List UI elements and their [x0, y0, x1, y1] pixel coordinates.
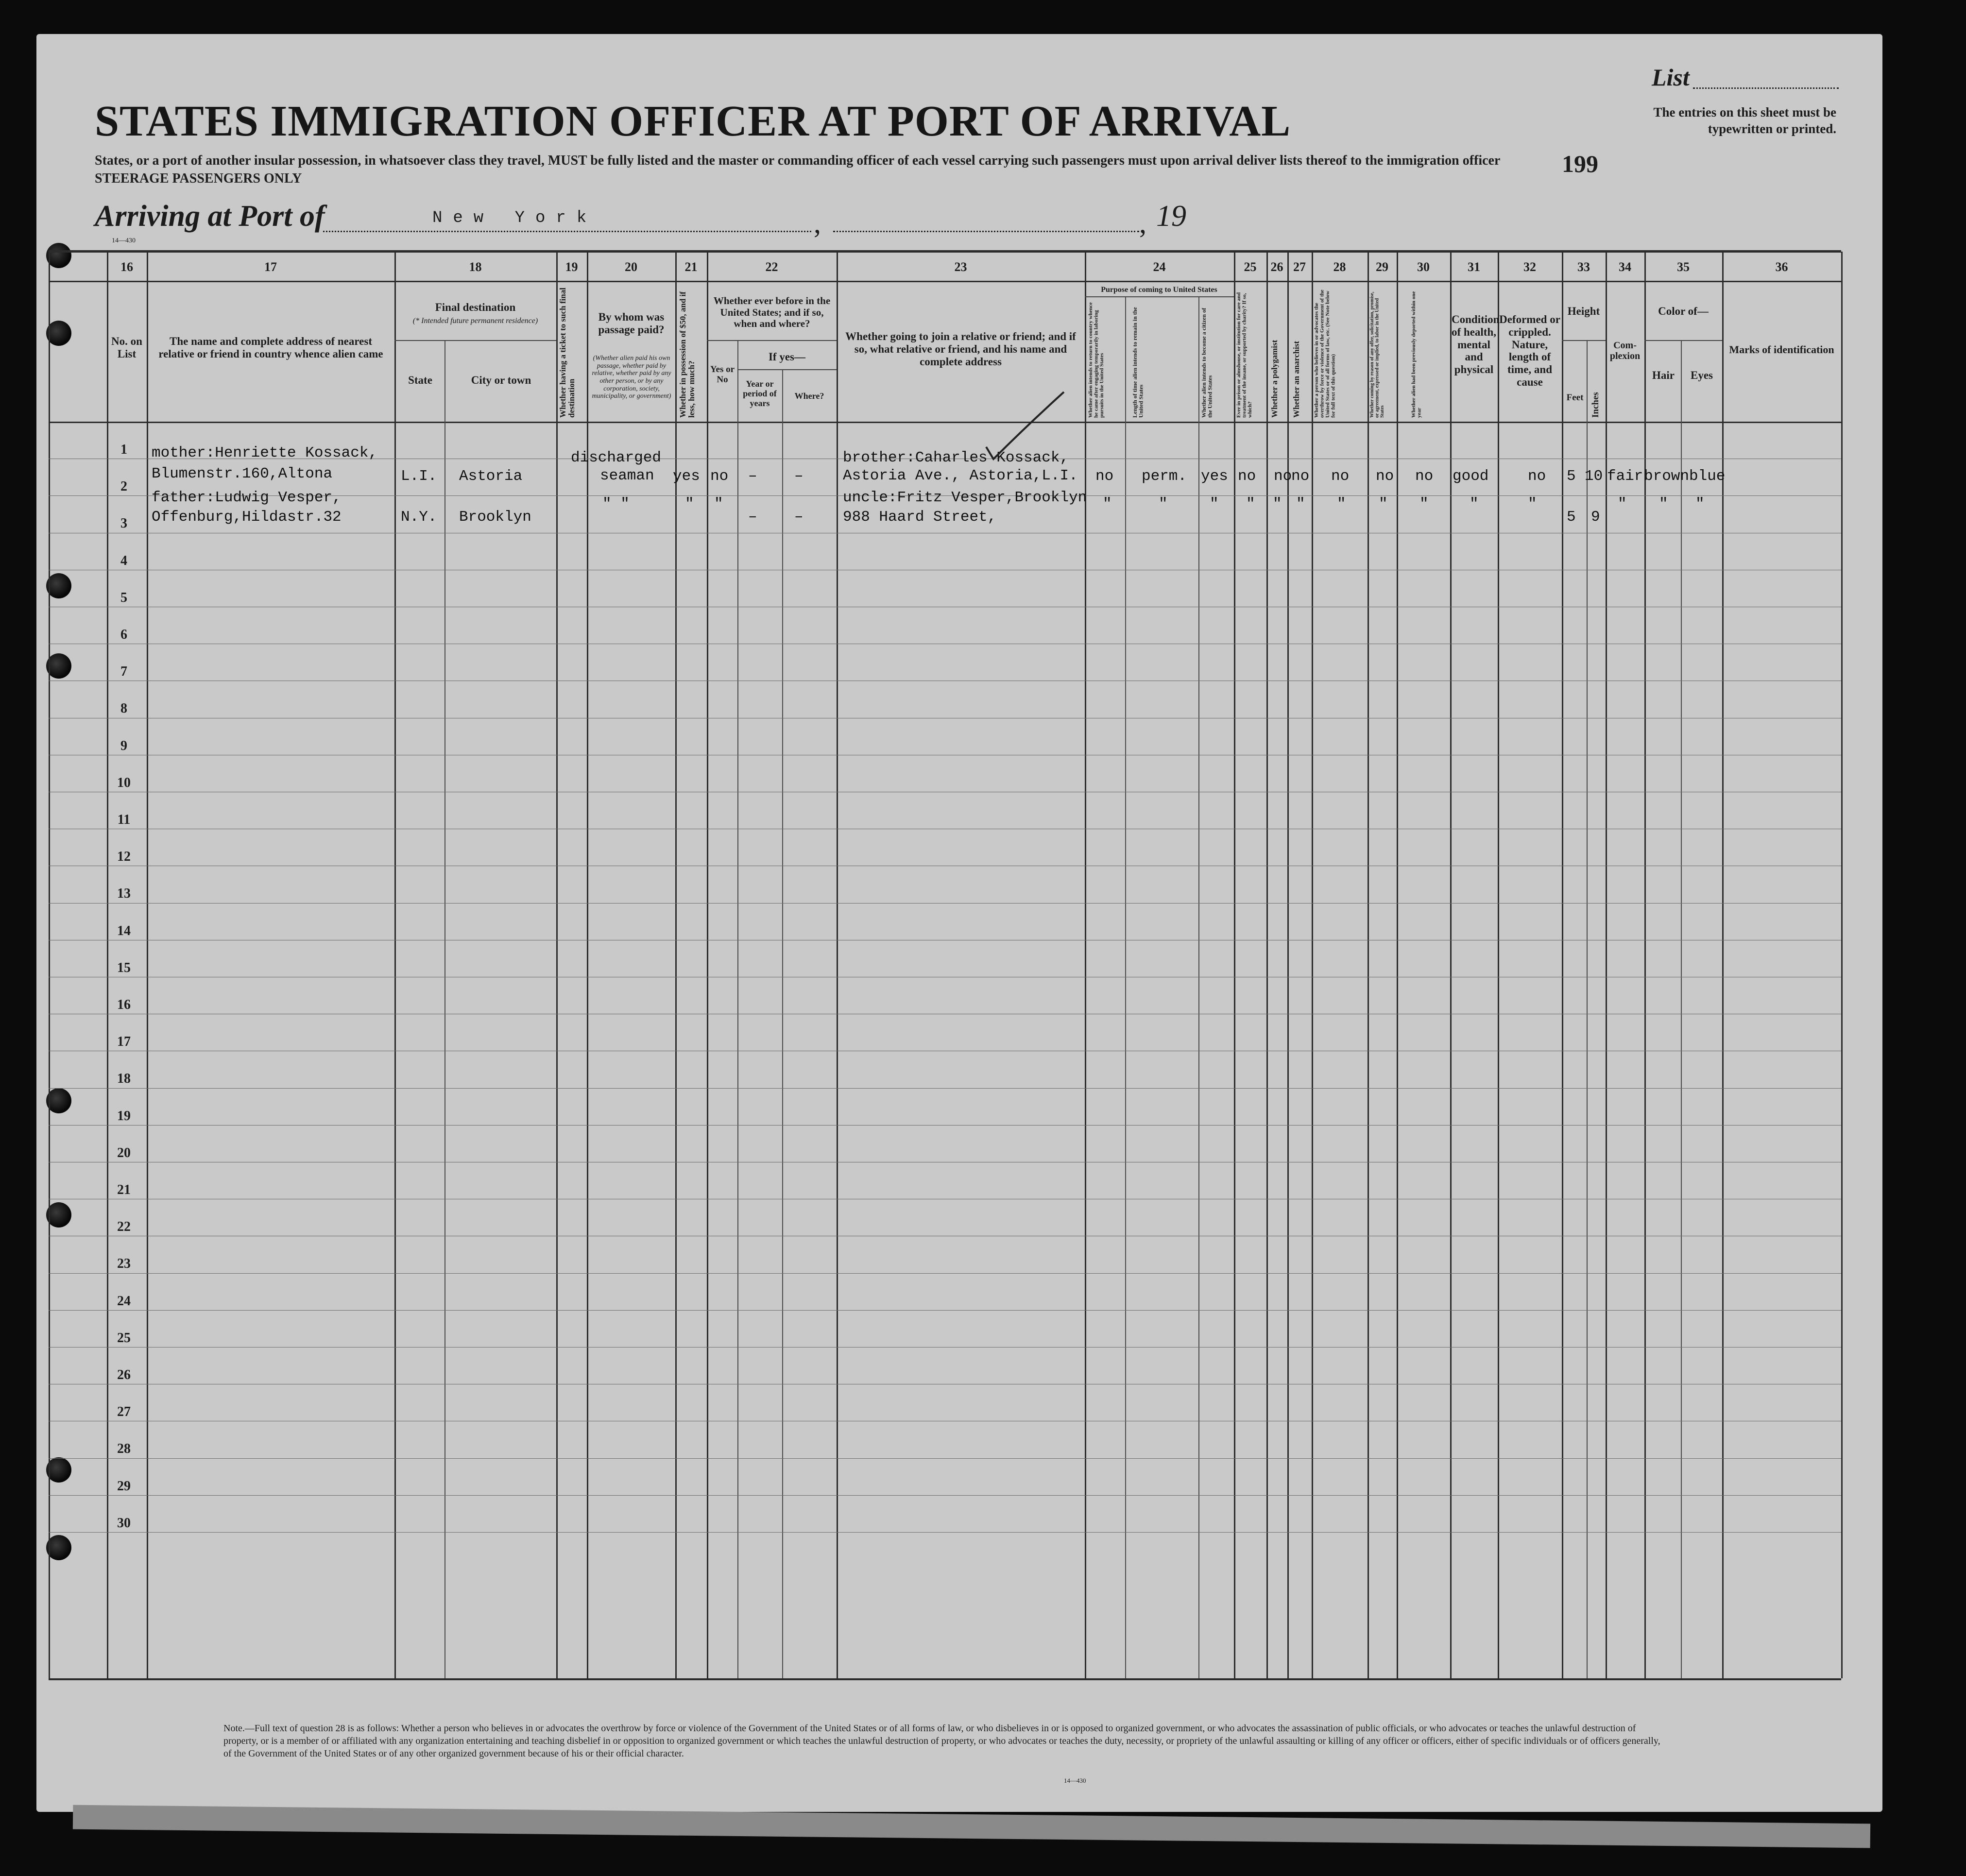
- column-number: 29: [1376, 260, 1388, 274]
- joining-line1: uncle:Fritz Vesper,Brooklyn: [843, 489, 1087, 506]
- column-rule: [1312, 252, 1313, 1678]
- column-number: 32: [1523, 260, 1536, 274]
- row-number: 20: [117, 1145, 131, 1160]
- height-feet: 5: [1567, 468, 1576, 485]
- header-bottom-rule: [49, 422, 1841, 423]
- anarchist: no: [1291, 468, 1310, 485]
- health: good: [1453, 468, 1489, 485]
- header-top-rule: [49, 250, 1841, 253]
- deformed: ": [1528, 495, 1537, 512]
- header-eyes: Eyes: [1691, 369, 1713, 381]
- row-number: 18: [117, 1071, 131, 1087]
- row-number: 21: [117, 1182, 131, 1197]
- polygamist: no: [1274, 468, 1292, 485]
- overthrow: ": [1337, 495, 1346, 512]
- column-number: 18: [469, 260, 482, 274]
- column-rule: [394, 252, 396, 1678]
- complexion: fair: [1607, 468, 1643, 485]
- row-number: 4: [120, 553, 127, 568]
- column-rule: [1287, 252, 1289, 1678]
- column-number: 17: [264, 260, 277, 274]
- header-city-or-town: City or town: [471, 374, 531, 386]
- column-rule: [1266, 252, 1268, 1678]
- subheader-rule: [1085, 296, 1234, 297]
- list-number-field[interactable]: [1693, 87, 1839, 89]
- length-of-stay: perm.: [1142, 468, 1187, 485]
- column-number: 22: [765, 260, 778, 274]
- header-final-destination-note: (* Intended future permanent residence): [412, 317, 538, 325]
- footer-form-code: 14—430: [1064, 1777, 1086, 1784]
- citizen: yes: [1201, 468, 1228, 485]
- header-ever-before: Whether ever before in the United States; and if so, when and where?: [713, 295, 831, 330]
- row-number: 23: [117, 1256, 131, 1272]
- column-number: 33: [1577, 260, 1590, 274]
- header-labor-contract: Whether coming by reason of any offer, solicitation, promise, or agreement, expressed or implied, to labor in the United States: [1369, 291, 1385, 418]
- header-fifty-dollars: Whether in possession of $50, and if less, how much?: [678, 291, 696, 418]
- column-rule: [1644, 252, 1646, 1678]
- column-number: 16: [120, 260, 133, 274]
- joining-line1: brother:Caharles Kossack,: [843, 449, 1069, 466]
- column-number: 27: [1293, 260, 1306, 274]
- relative-line2: Blumenstr.160,Altona: [152, 465, 333, 482]
- return-intent: no: [1095, 468, 1114, 485]
- header-overthrow: Whether a person who believes in or advocates the overthrow by force or violence of the Government of the United States or of all forms of law, etc. (See Note below for full text of this question): [1314, 290, 1336, 418]
- column-rule: [1125, 296, 1126, 1678]
- polygamist: ": [1273, 495, 1282, 512]
- deported: no: [1415, 468, 1434, 485]
- column-rule: [1368, 252, 1369, 1678]
- row-rule: [49, 1125, 1841, 1126]
- header-deported: Whether alien had been previously deported within one year: [1411, 291, 1422, 418]
- column-rule: [1562, 252, 1563, 1678]
- subheader-rule: [1644, 340, 1722, 341]
- column-rule: [1198, 296, 1199, 1678]
- form-code: 14—430: [112, 237, 136, 244]
- money: ": [685, 495, 694, 512]
- state: N.Y.: [401, 509, 437, 526]
- column-rule: [707, 252, 708, 1678]
- row-number: 11: [117, 812, 131, 827]
- header-length-of-stay: Length of time alien intends to remain in the United States: [1131, 307, 1145, 418]
- header-feet: Feet: [1566, 392, 1584, 403]
- row-number: 13: [117, 886, 131, 902]
- before-yes-no: ": [714, 495, 723, 512]
- header-return-intent: Whether alien intends to return to country whence he came after engaging temporarily in laboring pursuits in the United States: [1088, 302, 1105, 418]
- row-number: 2: [120, 479, 127, 495]
- header-passage-paid: By whom was passage paid?: [598, 311, 665, 336]
- header-if-yes: If yes—: [768, 351, 806, 363]
- row-rule: [49, 1273, 1841, 1274]
- deported: ": [1419, 495, 1429, 512]
- header-passage-note: (Whether alien paid his own passage, whether paid by relative, whether paid by any other person, or by any corporation, society, municipality, or government): [592, 355, 671, 400]
- city: Brooklyn: [459, 509, 531, 526]
- row-number: 26: [117, 1367, 131, 1382]
- sheet-number: 199: [1562, 150, 1598, 177]
- column-number: 34: [1619, 260, 1631, 274]
- arriving-label: Arriving at Port of: [95, 200, 325, 233]
- passage-line2: seaman: [600, 467, 654, 484]
- port-field[interactable]: [323, 231, 811, 232]
- column-number: 30: [1417, 260, 1430, 274]
- column-number: 20: [625, 260, 637, 274]
- column-number: 24: [1153, 260, 1166, 274]
- height-feet: 5: [1567, 509, 1576, 526]
- list-label: List: [1652, 64, 1690, 91]
- header-where: Where?: [794, 391, 824, 401]
- column-rule: [1085, 252, 1086, 1678]
- column-number: 25: [1244, 260, 1257, 274]
- header-final-destination: Final destination: [435, 301, 516, 313]
- column-rule: [1397, 252, 1398, 1678]
- column-number: 21: [684, 260, 698, 274]
- anarchist: ": [1296, 495, 1305, 512]
- before-where: –: [794, 468, 803, 485]
- row-number: 10: [117, 775, 131, 790]
- header-marks: Marks of identification: [1729, 343, 1834, 356]
- steerage-label: STEERAGE PASSENGERS ONLY: [95, 171, 302, 186]
- length-of-stay: ": [1159, 495, 1168, 512]
- city: Astoria: [459, 468, 523, 485]
- header-height: Height: [1567, 305, 1600, 317]
- table-bottom-rule: [49, 1678, 1841, 1680]
- row-number: 27: [117, 1404, 131, 1420]
- state: L.I.: [401, 468, 437, 485]
- header-ticket: Whether having a ticket to such final destination: [558, 288, 576, 418]
- header-deformed: Deformed or crippled. Nature, length of time, and cause: [1499, 313, 1560, 388]
- row-number: 9: [120, 738, 127, 753]
- row-number: 24: [117, 1293, 131, 1309]
- header-color-of: Color of—: [1658, 305, 1709, 317]
- row-rule: [49, 1532, 1841, 1533]
- header-complexion: Com-plexion: [1609, 340, 1641, 362]
- row-number: 8: [120, 701, 127, 716]
- header-health: Condition of health, mental and physical: [1452, 313, 1500, 375]
- eyes: ": [1695, 495, 1705, 512]
- relative-line1: mother:Henriette Kossack,: [152, 444, 378, 461]
- before-where: –: [794, 509, 803, 526]
- prison: no: [1238, 468, 1256, 485]
- row-rule: [49, 1458, 1841, 1459]
- port-value: New York: [432, 209, 598, 227]
- column-number: 31: [1468, 260, 1480, 274]
- row-number: 25: [117, 1330, 131, 1346]
- row-number: 6: [120, 627, 127, 642]
- column-rule: [1606, 252, 1607, 1678]
- height-inches: 9: [1591, 509, 1600, 526]
- health: ": [1470, 495, 1479, 512]
- row-number: 22: [117, 1219, 131, 1235]
- row-number: 19: [117, 1108, 131, 1124]
- typing-note: The entries on this sheet must be typewritten or printed.: [1653, 105, 1836, 136]
- header-nearest-relative: The name and complete address of nearest relative or friend in country whence alien came: [158, 335, 383, 360]
- row-number: 29: [117, 1478, 131, 1494]
- column-rule: [556, 252, 558, 1678]
- citizen: ": [1210, 495, 1219, 512]
- header-state: State: [408, 374, 432, 386]
- header-prison: Ever in prison or almshouse, or institution for care and treatment of the insane, or supported by charity? If so, which?: [1236, 292, 1253, 418]
- hair: brown: [1644, 468, 1690, 485]
- money: yes: [673, 468, 700, 485]
- date-field[interactable]: [833, 231, 1139, 232]
- header-joining-relative: Whether going to join a relative or friend; and if so, what relative or friend, and his name and complete address: [845, 330, 1076, 368]
- column-number: 23: [954, 260, 967, 274]
- row-number: 1: [120, 442, 127, 457]
- column-rule: [49, 252, 50, 1678]
- column-rule: [1450, 252, 1452, 1678]
- subheader-rule: [394, 340, 556, 341]
- row-number: 3: [120, 516, 127, 531]
- column-rule: [444, 340, 445, 1678]
- joining-line2: 988 Haard Street,: [843, 509, 997, 526]
- column-rule: [1498, 252, 1499, 1678]
- header-no-on-list: No. on List: [111, 335, 142, 360]
- row-number: 14: [117, 923, 131, 938]
- height-inches: 10: [1585, 468, 1603, 485]
- subheader-rule: [1562, 340, 1606, 341]
- column-rule: [1722, 252, 1724, 1678]
- row-number: 28: [117, 1441, 131, 1457]
- column-number: 35: [1677, 260, 1690, 274]
- column-number: 26: [1270, 260, 1283, 274]
- row-number: 15: [117, 960, 131, 975]
- row-number: 12: [117, 849, 131, 865]
- row-number: 30: [117, 1515, 131, 1531]
- relative-line2: Offenburg,Hildastr.32: [152, 509, 342, 526]
- deformed: no: [1528, 468, 1546, 485]
- relative-line1: father:Ludwig Vesper,: [152, 489, 342, 506]
- overthrow: no: [1331, 468, 1350, 485]
- check-mark-icon: [974, 386, 1071, 469]
- header-polygamist: Whether a polygamist: [1270, 340, 1279, 418]
- labor-contract: no: [1376, 468, 1394, 485]
- column-rule: [1841, 252, 1843, 1678]
- header-inches: Inches: [1590, 392, 1601, 418]
- row-number: 16: [117, 997, 131, 1012]
- row-rule: [49, 1088, 1841, 1089]
- column-number: 36: [1775, 260, 1788, 274]
- header-yes-or-no: Yes or No: [710, 364, 735, 385]
- column-rule: [782, 369, 783, 1678]
- before-years: –: [748, 468, 757, 485]
- column-rule: [1234, 252, 1235, 1678]
- row-rule: [49, 903, 1841, 904]
- column-number: 19: [565, 260, 578, 274]
- row-number: 17: [117, 1034, 131, 1050]
- column-rule: [147, 252, 148, 1678]
- column-rule: [675, 252, 677, 1678]
- comma-separator: ,: [814, 207, 821, 239]
- prison: ": [1246, 495, 1255, 512]
- column-rule: [837, 252, 838, 1678]
- column-rule: [107, 252, 108, 1678]
- header-hair: Hair: [1652, 369, 1675, 381]
- header-anarchist: Whether an anarchist: [1292, 341, 1301, 418]
- passage-line1: discharged: [571, 449, 662, 466]
- row-number: 7: [120, 664, 127, 680]
- column-rule: [1681, 340, 1682, 1678]
- comma-separator: ,: [1139, 207, 1146, 239]
- column-rule: [1587, 340, 1588, 1678]
- row-number: 5: [120, 590, 127, 605]
- row-rule: [49, 1310, 1841, 1311]
- eyes: blue: [1689, 468, 1726, 485]
- labor-contract: ": [1379, 495, 1388, 512]
- before-yes-no: no: [710, 468, 729, 485]
- joining-line2: Astoria Ave., Astoria,L.I.: [843, 467, 1078, 484]
- complexion: ": [1618, 495, 1627, 512]
- column-rule: [737, 340, 738, 1678]
- instruction-line: States, or a port of another insular possession, in whatsoever class they travel, MUST be fully listed and the master or commanding officer of each vessel carrying such passengers must upon arrival deliver lists thereof to the immigration officer: [95, 153, 1501, 168]
- header-years: Year or period of years: [743, 379, 777, 409]
- return-intent: ": [1103, 495, 1112, 512]
- subheader-rule: [707, 340, 837, 341]
- hair: ": [1659, 495, 1668, 512]
- column-number: 28: [1333, 260, 1346, 274]
- header-become-citizen: Whether alien intends to become a citizen of the United States: [1200, 307, 1214, 418]
- form-title: STATES IMMIGRATION OFFICER AT PORT OF ARRIVAL: [95, 97, 1291, 145]
- year-prefix: 19: [1156, 200, 1186, 233]
- row-rule: [49, 1495, 1841, 1496]
- passage-ditto: " ": [602, 495, 630, 512]
- before-years: –: [748, 509, 757, 526]
- header-purpose: Purpose of coming to United States: [1101, 286, 1217, 294]
- footnote: Note.—Full text of question 28 is as follows: Whether a person who believes in or advocates the overthrow by force or violence of the Government of the United States or of all forms of law, or who disbelieves in or is opposed to organized government, or who advocates the assassination of public officials, or who advocates or teaches the unlawful destruction of property, or is a member of or affiliated with any organization entertaining and teaching disbelief in or opposition to organized government or which teaches the unlawful destruction of property, or who advocates or teaches the duty, necessity, or propriety of the unlawful assaulting or killing of any officer or officers, either of specific individuals or of officers generally, of the Government of the United States or of any other organized government because of his or their official character.: [223, 1723, 1660, 1759]
- subheader-rule: [737, 369, 837, 370]
- column-number-rule: [49, 281, 1841, 282]
